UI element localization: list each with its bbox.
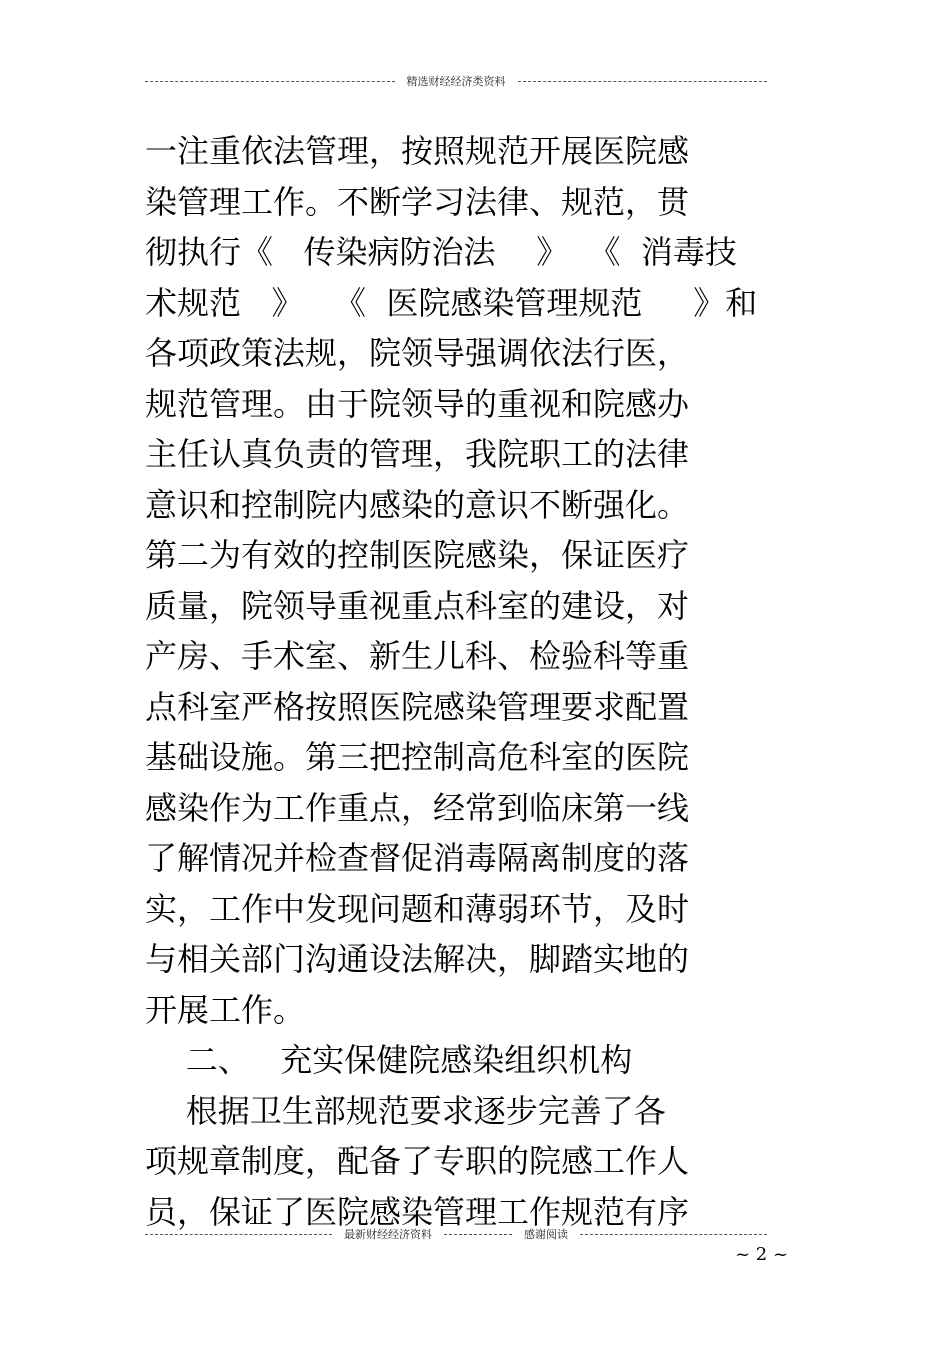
footer-rule-left xyxy=(145,1234,332,1235)
text-line: 基础设施。第三把控制高危科室的医院 xyxy=(145,738,690,776)
text-line: 了解情况并检查督促消毒隔离制度的落 xyxy=(145,839,690,877)
text-line: 术规范 》 《 医院感染管理规范 》和 xyxy=(145,283,758,322)
text-line: 一注重依法管理，按照规范开展医院感 xyxy=(145,132,690,170)
page-header xyxy=(145,73,767,89)
footer-rule-right xyxy=(580,1234,767,1235)
body-text xyxy=(145,126,805,1237)
text-line: 实，工作中发现问题和薄弱环节，及时 xyxy=(145,889,690,928)
text-line: 意识和控制院内感染的意识不断强化。 xyxy=(145,485,690,524)
text-line: 与相关部门沟通设法解决，脚踏实地的 xyxy=(145,940,690,978)
text-line: 质量，院领导重视重点科室的建设，对 xyxy=(145,586,690,625)
page-footer xyxy=(145,1226,767,1242)
text-line: 开展工作。 xyxy=(145,990,306,1029)
text-line: 产房、手术室、新生儿科、检验科等重 xyxy=(145,637,690,675)
text-line: 规范管理。由于院领导的重视和院感办 xyxy=(145,384,690,423)
text-line: 员，保证了医院感染管理工作规范有序 xyxy=(145,1192,690,1231)
header-text: 精选财经经济类资料 xyxy=(406,75,506,88)
footer-left-text: 最新财经经济资料 xyxy=(344,1228,432,1241)
text-line: 感染作为工作重点，经常到临床第一线 xyxy=(145,788,690,827)
page-number: ~ 2 ~ xyxy=(735,1244,789,1265)
text-line: 染管理工作。不断学习法律、规范，贯 xyxy=(145,182,690,221)
text-line: 各项政策法规，院领导强调依法行医， xyxy=(145,334,690,372)
text-line: 项规章制度，配备了专职的院感工作人 xyxy=(145,1142,690,1180)
text-line: 点科室严格按照医院感染管理要求配置 xyxy=(145,687,690,726)
footer-right-text: 感谢阅读 xyxy=(524,1228,568,1241)
text-line: 主任认真负责的管理，我院职工的法律 xyxy=(145,435,690,473)
text-line: 根据卫生部规范要求逐步完善了各 xyxy=(145,1091,666,1130)
text-line: 第二为有效的控制医院感染，保证医疗 xyxy=(145,536,690,574)
header-rule-right xyxy=(518,81,768,82)
text-line: 彻执行《 传染病防治法 》 《 消毒技 xyxy=(145,233,737,271)
footer-rule-middle xyxy=(444,1234,512,1235)
section-heading: 二、 充实保健院感染组织机构 xyxy=(145,1041,633,1079)
header-rule-left xyxy=(145,81,395,82)
